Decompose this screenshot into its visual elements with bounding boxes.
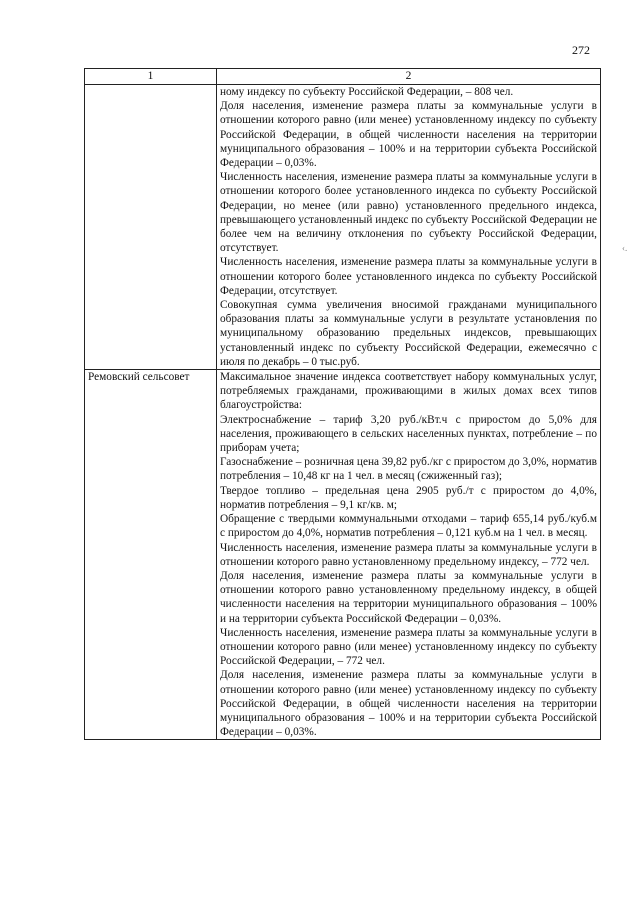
description-cell [217, 370, 601, 740]
paragraph: Доля населения, изменение размера платы за коммунальные услуги в отношении которого равно (или менее) установленному индексу по субъекту Российской Федерации, в общей численности населения на территории муниципального образования – 100% и на территории субъекта Российской Федерации – 0,03%. [220, 669, 597, 739]
document-table [84, 68, 601, 740]
paragraph: Численность населения, изменение размера платы за коммунальные услуги в отношении которого более установленного индекса по субъекту Российской Федерации, но менее (или равно) установленного предельного индекса, превышающего установленный индекс по субъекту Российской Федерации не более чем на величину отклонения по субъекту Российской Федерации, отсутствует. [220, 171, 597, 255]
paragraph: Доля населения, изменение размера платы за коммунальные услуги в отношении которого равно установленному предельному индексу, в общей численности населения на территории муниципального образования – 100% и на территории субъекта Российской Федерации – 0,03%. [220, 569, 597, 625]
paragraph: Численность населения, изменение размера платы за коммунальные услуги в отношении которого более установленного индекса по субъекту Российской Федерации, отсутствует. [220, 256, 597, 297]
paragraph: Численность населения, изменение размера платы за коммунальные услуги в отношении которого равно (или менее) установленному индексу по субъекту Российской Федерации, – 772 чел. [220, 626, 597, 668]
municipality-name-cell: Ремовский сельсовет [85, 370, 217, 740]
paragraph: ному индексу по субъекту Российской Федерации, – 808 чел. [220, 86, 514, 98]
paragraph: Совокупная сумма увеличения вносимой гражданами муниципального образования платы за коммунальные услуги в результате установления по муниципальному образованию предельных индексов, превышающих установленный индекс по субъекту Российской Федерации, ежемесячно с июля по декабрь – 0 тыс.руб. [220, 299, 597, 368]
table-row [85, 85, 601, 370]
column-header-2: 2 [217, 69, 601, 85]
paragraph: Максимальное значение индекса соответствует набору коммунальных услуг, потребляемых гражданами, проживающими в жилых домах всех типов благоустройства: [220, 371, 597, 412]
description-cell [217, 85, 601, 370]
paragraph: Электроснабжение – тариф 3,20 руб./кВт.ч с приростом до 5,0% для населения, проживающего в сельских населенных пунктах, потребление – по приборам учета; [220, 413, 597, 455]
municipality-name-cell [85, 85, 217, 370]
column-header-1: 1 [85, 69, 217, 85]
paragraph: Численность населения, изменение размера платы за коммунальные услуги в отношении которого равно установленному предельному индексу, – 772 чел. [220, 541, 597, 568]
table-row [85, 370, 601, 740]
paragraph: Газоснабжение – розничная цена 39,82 руб./кг с приростом до 3,0%, норматив потребления – 10,48 кг на 1 чел. в месяц (сжиженный газ); [220, 456, 597, 483]
table-header-row [85, 69, 601, 85]
paragraph: Твердое топливо – предельная цена 2905 руб./т с приростом до 4,0%, норматив потребления – 9,1 кг/кв. м; [220, 484, 597, 511]
paragraph: Доля населения, изменение размера платы за коммунальные услуги в отношении которого равно (или менее) установленному индексу по субъекту Российской Федерации, в общей численности населения на территории муниципального образования – 100% и на территории субъекта Российской Федерации – 0,03%. [220, 100, 597, 170]
page-number: 272 [572, 43, 590, 57]
paragraph: Обращение с твердыми коммунальными отходами – тариф 655,14 руб./куб.м с приростом до 4,0%, норматив потребления – 0,121 куб.м на 1 чел. в месяц. [220, 513, 597, 540]
scan-mark: ‹. [622, 243, 628, 253]
